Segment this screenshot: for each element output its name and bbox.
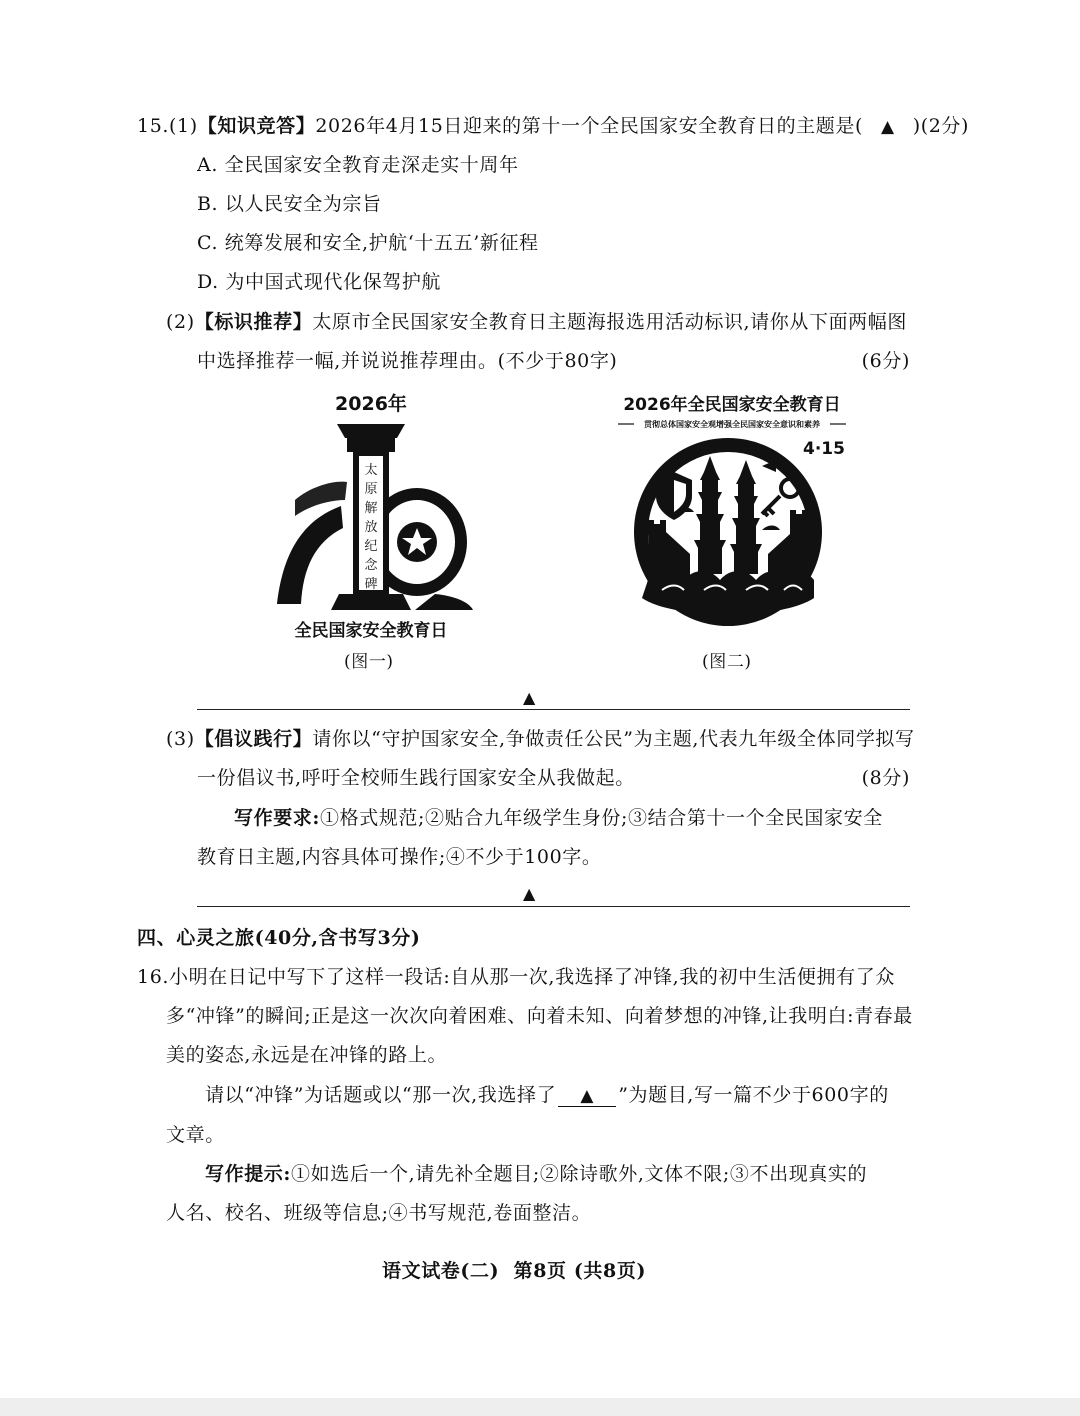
- scan-edge: [0, 1398, 1080, 1416]
- q15-number: 15.: [137, 115, 170, 137]
- monument-base: [331, 594, 411, 610]
- q15-option-a: A. 全民国家安全教育走深走实十周年: [197, 154, 519, 176]
- page-footer: 语文试卷(二) 第8页 (共8页): [382, 1260, 647, 1282]
- q15-part3-requirements-line1: [234, 806, 883, 830]
- q15-part2-text2: 中选择推荐一幅,并说说推荐理由。(不少于80字): [197, 350, 618, 372]
- q16-line1: [137, 965, 895, 989]
- tips-text1: ①如选后一个,请先补全题目;②除诗歌外,文体不限;③不出现真实的: [291, 1163, 868, 1185]
- q15-part1-stem: 2026年4月15日迎来的第十一个全民国家安全教育日的主题是(: [315, 115, 863, 137]
- q15-part2-line1: [166, 310, 907, 334]
- q16-tips-line2: 人名、校名、班级等信息;④书写规范,卷面整洁。: [166, 1202, 592, 1224]
- figure1-caption: 全民国家安全教育日: [294, 621, 448, 641]
- answer-blank-marker: ▲: [881, 117, 895, 137]
- q15-part1-tag: 【知识竞答】: [197, 115, 316, 137]
- answer-line-marker: ▲: [523, 884, 536, 903]
- q15-option-d: D. 为中国式现代化保驾护航: [197, 271, 442, 293]
- q15-option-b: B. 以人民安全为宗旨: [197, 193, 382, 215]
- q15-part3-text1: 请你以“守护国家安全,争做责任公民”为主题,代表九年级全体同学拟写: [312, 728, 915, 750]
- figure1-year: 2026年: [335, 393, 407, 415]
- q15-part1-tail: )(2分): [912, 115, 970, 137]
- monument-char: 念: [364, 558, 378, 573]
- monument-char: 解: [364, 501, 378, 516]
- figure2-date: 4·15: [803, 439, 845, 459]
- figure1-label: (图一): [344, 652, 394, 672]
- prompt-text-b: ”为题目,写一篇不少于600字的: [618, 1084, 889, 1106]
- monument-char: 纪: [364, 539, 378, 554]
- ring-base: [415, 594, 473, 610]
- q15-part3-requirements-line2: 教育日主题,内容具体可操作;④不少于100字。: [197, 846, 602, 868]
- q16-line2: 多“冲锋”的瞬间;正是这一次次向着困难、向着未知、向着梦想的冲锋,让我明白:青春最: [166, 1005, 913, 1027]
- figure2-security-day-logo: [612, 384, 852, 640]
- title-blank: ▲: [558, 1086, 616, 1107]
- figure2-label: (图二): [702, 652, 752, 672]
- figure2-subtitle: 贯彻总体国家安全观增强全民国家安全意识和素养: [644, 420, 820, 429]
- q15-part2-tag: 【标识推荐】: [194, 311, 313, 333]
- answer-line: [197, 906, 910, 907]
- requirements-text1: ①格式规范;②贴合九年级学生身份;③结合第十一个全民国家安全: [320, 807, 883, 829]
- monument-char: 放: [364, 520, 378, 535]
- ribbon-shape: [277, 506, 343, 604]
- q15-part1-label: (1): [169, 115, 198, 137]
- figure1-taiyuan-logo: [265, 382, 485, 650]
- tips-tag: 写作提示:: [205, 1163, 292, 1185]
- q15-part2-line2: [197, 349, 910, 373]
- q15-option-c: C. 统筹发展和安全,护航‘十五五’新征程: [197, 232, 539, 254]
- q15-part3-line1: [166, 727, 915, 751]
- figure2-title: 2026年全民国家安全教育日: [623, 395, 841, 415]
- q16-line3: 美的姿态,永远是在冲锋的路上。: [166, 1044, 448, 1066]
- q16-tips-line1: [205, 1162, 867, 1186]
- q15-part2-text1: 太原市全民国家安全教育日主题海报选用活动标识,请你从下面两幅图: [312, 311, 907, 333]
- q16-number: 16.: [137, 966, 170, 988]
- q15-part3-text2: 一份倡议书,呼吁全校师生践行国家安全从我做起。: [197, 767, 635, 789]
- q16-prompt-line2: 文章。: [166, 1124, 225, 1146]
- q15-part3-line2: [197, 766, 910, 790]
- prompt-text-a: 请以“冲锋”为话题或以“那一次,我选择了: [205, 1084, 557, 1106]
- monument-top: [337, 424, 405, 438]
- q15-part1-stem-line: [137, 114, 969, 139]
- q15-part3-tag: 【倡议践行】: [194, 728, 313, 750]
- answer-line-marker: ▲: [523, 688, 536, 707]
- q15-part2-label: (2): [166, 311, 195, 333]
- answer-line: [197, 709, 910, 710]
- monument-char: 碑: [364, 577, 378, 592]
- q15-part2-score: (6分): [861, 350, 910, 372]
- section4-title: 四、心灵之旅(40分,含书写3分): [137, 927, 421, 949]
- q15-part3-label: (3): [166, 728, 195, 750]
- q16-text1: 小明在日记中写下了这样一段话:自从那一次,我选择了冲锋,我的初中生活便拥有了众: [169, 966, 895, 988]
- monument-char: 原: [364, 482, 378, 497]
- requirements-tag: 写作要求:: [234, 807, 321, 829]
- monument-char: 太: [364, 463, 378, 478]
- q16-prompt-line1: [205, 1083, 889, 1107]
- q15-part3-score: (8分): [861, 767, 910, 789]
- cloud-wave-pattern: [642, 571, 814, 615]
